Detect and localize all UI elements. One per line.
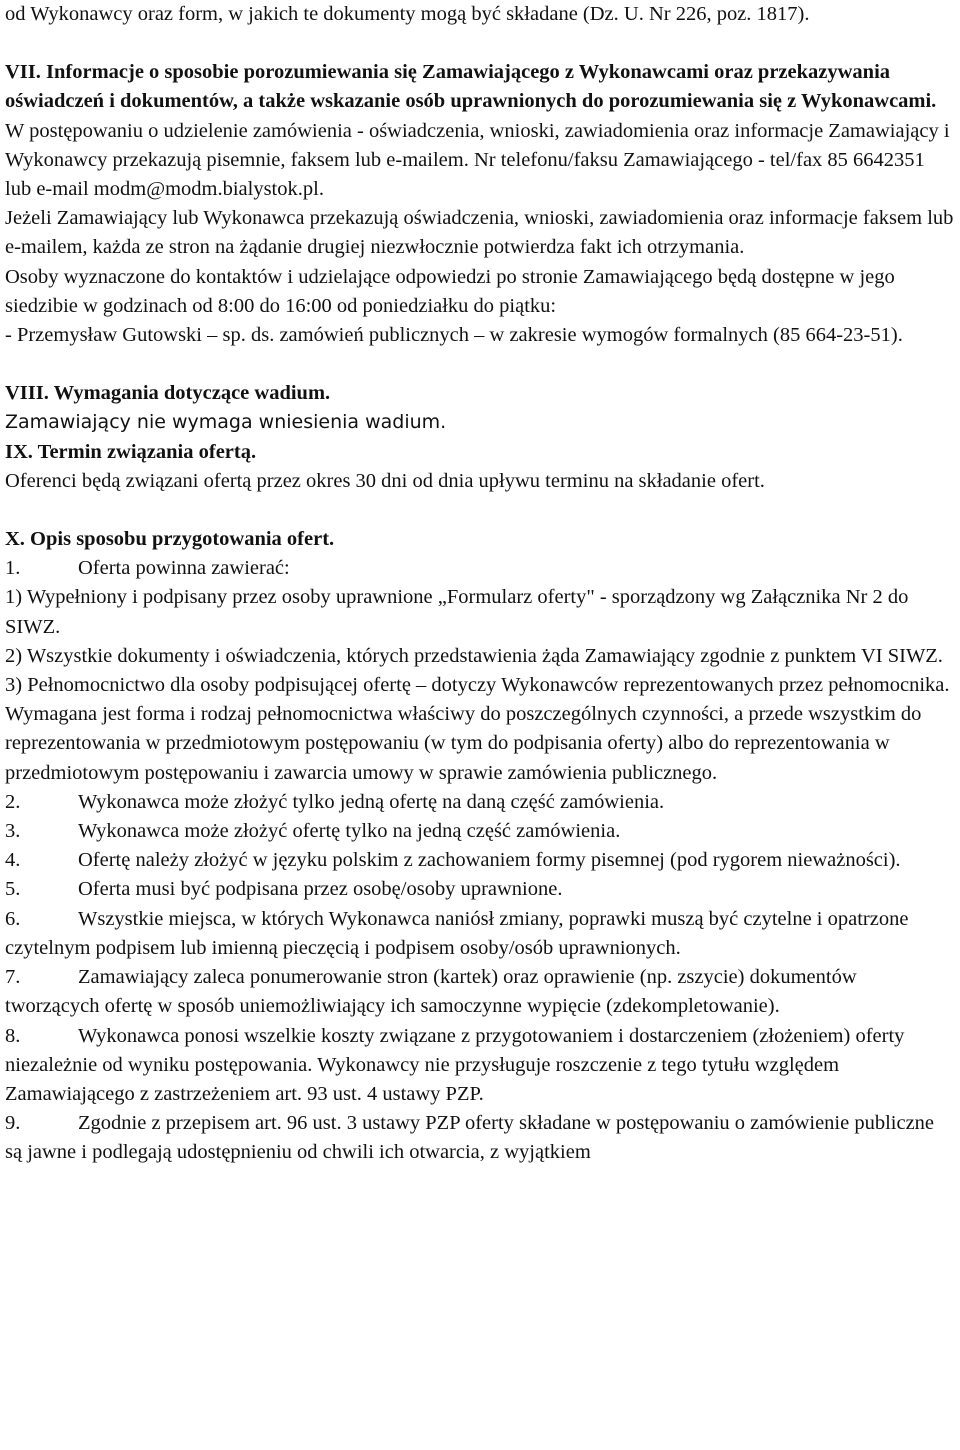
- section-7-heading: VII. Informacje o sposobie porozumiewania się Zamawiającego z Wykonawcami oraz przekazywania oświadczeń i dokumentów, a także wskazanie osób uprawnionych do porozumiewania się z Wykonawcami.: [5, 61, 937, 113]
- list-item-number: 5.: [5, 878, 21, 901]
- sub-item-3: 3) Pełnomocnictwo dla osoby podpisującej ofertę – dotyczy Wykonawców reprezentowanych przez pełnomocnika. Wymagana jest forma i rodzaj pełnomocnictwa właściwy do poszczególnych czynności, a przede wszystkim do reprezentowania w przedmiotowym postępowaniu (w tym do podpisania oferty) albo do reprezentowania w przedmiotowym postępowaniu i zawarcia umowy w sprawie zamówienia publicznego.: [5, 674, 950, 784]
- section-7-paragraph-4: - Przemysław Gutowski – sp. ds. zamówień publicznych – w zakresie wymogów formalnych (85 664-23-51).: [5, 324, 903, 347]
- section-9-heading: IX. Termin związania ofertą.: [5, 440, 257, 463]
- section-7-paragraph-2: Jeżeli Zamawiający lub Wykonawca przekazują oświadczenia, wnioski, zawiadomienia oraz informacje faksem lub e-mailem, każda ze stron na żądanie drugiej niezwłocznie potwierdza fakt ich otrzymania.: [5, 207, 954, 259]
- section-8-text: Zamawiający nie wymaga wniesienia wadium.: [5, 411, 447, 434]
- list-item: [5, 788, 955, 817]
- section-10-heading: X. Opis sposobu przygotowania ofert.: [5, 528, 335, 551]
- list-item-text: Wykonawca ponosi wszelkie koszty związane z przygotowaniem i dostarczeniem (złożeniem) oferty niezależnie od wyniku postępowania. Wykonawcy nie przysługuje roszczenie z tego tytułu względem Zamawiającego z zastrzeżeniem art. 93 ust. 4 ustawy PZP.: [5, 1024, 905, 1105]
- list-item-number: 2.: [5, 790, 21, 813]
- list-item-text: Wykonawca może złożyć tylko jedną ofertę na daną część zamówienia.: [78, 790, 665, 813]
- section-8-heading: VIII. Wymagania dotyczące wadium.: [5, 382, 331, 405]
- section-7-paragraph-1: W postępowaniu o udzielenie zamówienia - oświadczenia, wnioski, zawiadomienia oraz informacje Zamawiający i Wykonawcy przekazują pisemnie, faksem lub e-mailem. Nr telefonu/faksu Zamawiającego - tel/fax 85 6642351 lub e-mail modm@modm.bialystok.pl.: [5, 119, 950, 201]
- list-item-number: 7.: [5, 966, 21, 989]
- list-item-number: 1.: [5, 557, 21, 580]
- list-item: [5, 963, 955, 1021]
- section-7-paragraph-3: Osoby wyznaczone do kontaktów i udzielające odpowiedzi po stronie Zamawiającego będą dostępne w jego siedzibie w godzinach od 8:00 do 16:00 od poniedziałku do piątku:: [5, 265, 895, 317]
- list-item-number: 9.: [5, 1112, 21, 1135]
- list-item-number: 4.: [5, 849, 21, 872]
- list-item-text: Oferta musi być podpisana przez osobę/osoby uprawnione.: [78, 878, 563, 901]
- list-item-text: Ofertę należy złożyć w języku polskim z zachowaniem formy pisemnej (pod rygorem nieważności).: [78, 849, 901, 872]
- list-item: [5, 554, 955, 583]
- list-item: [5, 846, 955, 875]
- list-item: [5, 905, 955, 963]
- list-item-text: Zgodnie z przepisem art. 96 ust. 3 ustawy PZP oferty składane w postępowaniu o zamówienie publiczne są jawne i podlegają udostępnieniu od chwili ich otwarcia, z wyjątkiem: [5, 1112, 935, 1164]
- sub-item-1: 1) Wypełniony i podpisany przez osoby uprawnione „Formularz oferty" - sporządzony wg Załącznika Nr 2 do SIWZ.: [5, 586, 909, 638]
- spacer: [5, 350, 955, 379]
- list-item: [5, 875, 955, 904]
- list-item-number: 3.: [5, 820, 21, 843]
- list-item-number: 8.: [5, 1024, 21, 1047]
- list-item-text: Oferta powinna zawierać:: [78, 557, 290, 580]
- list-item: [5, 1109, 955, 1167]
- list-item: [5, 817, 955, 846]
- list-item-number: 6.: [5, 907, 21, 930]
- spacer: [5, 496, 955, 525]
- intro-paragraph: od Wykonawcy oraz form, w jakich te dokumenty mogą być składane (Dz. U. Nr 226, poz. 1817).: [5, 3, 810, 25]
- sub-item-2: 2) Wszystkie dokumenty i oświadczenia, których przedstawienia żąda Zamawiający zgodnie z punktem VI SIWZ.: [5, 644, 943, 667]
- section-9-text: Oferenci będą związani ofertą przez okres 30 dni od dnia upływu terminu na składanie ofert.: [5, 469, 765, 492]
- list-item: [5, 1022, 955, 1110]
- list-item-text: Wszystkie miejsca, w których Wykonawca naniósł zmiany, poprawki muszą być czytelne i opatrzone czytelnym podpisem lub imienną pieczęcią i podpisem osoby/osób uprawnionych.: [5, 907, 909, 959]
- list-item-text: Wykonawca może złożyć ofertę tylko na jedną część zamówienia.: [78, 820, 621, 843]
- list-item-text: Zamawiający zaleca ponumerowanie stron (kartek) oraz oprawienie (np. zszycie) dokumentów tworzących ofertę w sposób uniemożliwiający ich samoczynne wypięcie (zdekompletowanie).: [5, 966, 857, 1018]
- spacer: [5, 29, 955, 58]
